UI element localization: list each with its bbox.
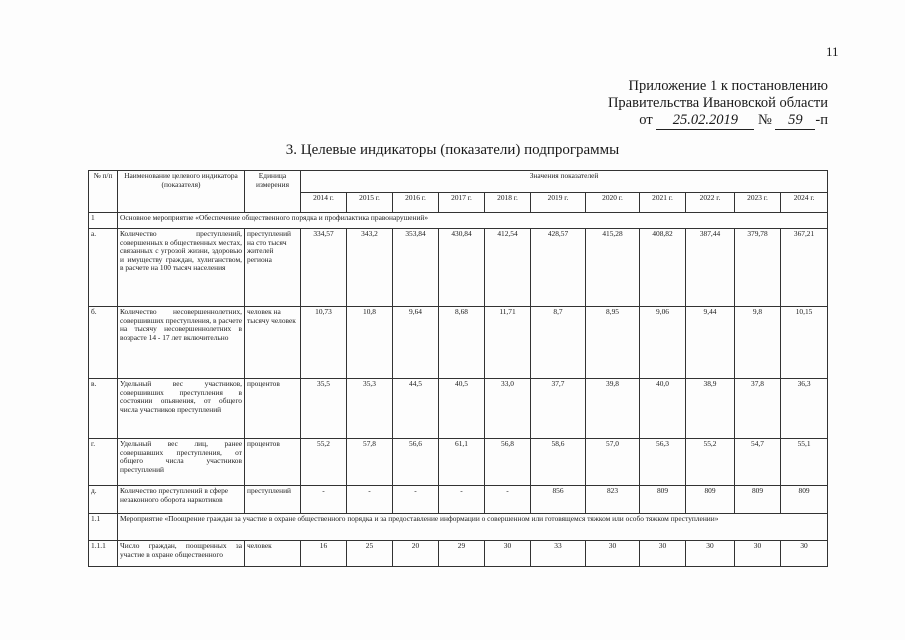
year-header: 2017 г.: [439, 193, 485, 213]
row-value: 56,6: [393, 439, 439, 486]
table-row: [89, 439, 828, 486]
row-value: 8,7: [531, 307, 586, 379]
row-value: 55,2: [686, 439, 735, 486]
appendix-line-1: Приложение 1 к постановлению: [628, 78, 828, 94]
row-value: 44,5: [393, 379, 439, 439]
row-value: 35,3: [347, 379, 393, 439]
row-value: 30: [485, 541, 531, 567]
row-value: 10,73: [301, 307, 347, 379]
section-num: 1.1: [89, 514, 118, 541]
appendix-no-label: №: [757, 112, 772, 128]
row-value: 30: [640, 541, 686, 567]
appendix-suffix: -п: [815, 112, 828, 128]
table-row: [89, 541, 828, 567]
row-value: -: [485, 486, 531, 514]
section-text: Основное мероприятие «Обеспечение общественного порядка и профилактика правонарушений»: [118, 213, 828, 229]
row-value: 856: [531, 486, 586, 514]
year-header: 2021 г.: [640, 193, 686, 213]
row-value: -: [439, 486, 485, 514]
year-header: 2020 г.: [586, 193, 640, 213]
row-value: 57,0: [586, 439, 640, 486]
page-number: 11: [826, 44, 839, 59]
section-num: 1: [89, 213, 118, 229]
row-value: 430,84: [439, 229, 485, 307]
row-value: 9,44: [686, 307, 735, 379]
row-value: 33: [531, 541, 586, 567]
page-title: 3. Целевые индикаторы (показатели) подпрограммы: [285, 142, 620, 158]
appendix-number: 59: [775, 112, 815, 130]
table-row: [89, 379, 828, 439]
row-value: 428,57: [531, 229, 586, 307]
row-unit: человек на тысячу человек: [245, 307, 301, 379]
table-row: [89, 307, 828, 379]
row-value: 809: [735, 486, 781, 514]
year-header: 2022 г.: [686, 193, 735, 213]
row-value: 353,84: [393, 229, 439, 307]
row-name: Количество преступлений, совершенных в общественных местах, связанных с угрозой жизни, здоровью и имуществу граждан, хулиганством, в расчете на 100 тысяч населения: [118, 229, 245, 307]
row-value: 16: [301, 541, 347, 567]
appendix-line-2: Правительства Ивановской области: [607, 95, 828, 111]
row-value: 25: [347, 541, 393, 567]
row-value: 37,8: [735, 379, 781, 439]
row-value: 57,8: [347, 439, 393, 486]
row-value: 40,0: [640, 379, 686, 439]
row-unit: процентов: [245, 439, 301, 486]
year-header: 2016 г.: [393, 193, 439, 213]
row-value: 56,3: [640, 439, 686, 486]
row-value: 30: [781, 541, 828, 567]
row-value: 61,1: [439, 439, 485, 486]
row-value: 809: [640, 486, 686, 514]
row-value: 30: [586, 541, 640, 567]
appendix-line-3: [608, 112, 828, 130]
row-value: 37,7: [531, 379, 586, 439]
year-header: 2018 г.: [485, 193, 531, 213]
row-unit: процентов: [245, 379, 301, 439]
section-row: [89, 213, 828, 229]
row-unit: преступлений на сто тысяч жителей региона: [245, 229, 301, 307]
row-value: 343,2: [347, 229, 393, 307]
row-value: 56,8: [485, 439, 531, 486]
row-value: 54,7: [735, 439, 781, 486]
header-name: Наименование целевого индикатора (показателя): [118, 171, 245, 213]
row-value: -: [347, 486, 393, 514]
appendix-block: [608, 78, 828, 130]
row-num: а.: [89, 229, 118, 307]
year-header: 2023 г.: [735, 193, 781, 213]
row-value: 29: [439, 541, 485, 567]
row-value: 9,8: [735, 307, 781, 379]
year-header: 2019 г.: [531, 193, 586, 213]
year-header: 2015 г.: [347, 193, 393, 213]
row-value: 408,82: [640, 229, 686, 307]
row-num: 1.1.1: [89, 541, 118, 567]
row-value: 415,28: [586, 229, 640, 307]
row-value: 334,57: [301, 229, 347, 307]
row-name: Удельный вес лиц, ранее совершавших преступления, от общего числа участников преступлений: [118, 439, 245, 486]
table-row: [89, 486, 828, 514]
row-value: 55,1: [781, 439, 828, 486]
header-unit: Единица измерения: [245, 171, 301, 213]
row-value: 58,6: [531, 439, 586, 486]
row-value: 36,3: [781, 379, 828, 439]
row-value: 10,15: [781, 307, 828, 379]
row-value: 11,71: [485, 307, 531, 379]
row-name: Количество несовершеннолетних, совершивших преступления, в расчете на тысячу несовершеннолетних в возрасте 14 - 17 лет включительно: [118, 307, 245, 379]
appendix-from: от: [639, 112, 653, 128]
row-value: 387,44: [686, 229, 735, 307]
row-name: Число граждан, поощренных за участие в охране общественного: [118, 541, 245, 567]
row-value: 8,68: [439, 307, 485, 379]
row-value: 809: [686, 486, 735, 514]
row-value: 8,95: [586, 307, 640, 379]
row-value: 20: [393, 541, 439, 567]
row-value: 38,9: [686, 379, 735, 439]
row-num: г.: [89, 439, 118, 486]
row-value: 367,21: [781, 229, 828, 307]
row-unit: человек: [245, 541, 301, 567]
row-value: 809: [781, 486, 828, 514]
indicators-table: [88, 170, 828, 567]
header-values: Значения показателей: [301, 171, 828, 193]
year-header: 2024 г.: [781, 193, 828, 213]
row-value: 10,8: [347, 307, 393, 379]
section-row: [89, 514, 828, 541]
row-value: -: [301, 486, 347, 514]
row-value: 30: [686, 541, 735, 567]
row-unit: преступлений: [245, 486, 301, 514]
row-value: 33,0: [485, 379, 531, 439]
row-name: Количество преступлений в сфере незаконного оборота наркотиков: [118, 486, 245, 514]
row-value: 412,54: [485, 229, 531, 307]
section-text: Мероприятие «Поощрение граждан за участие в охране общественного порядка и за предоставление информации о совершенном или готовящемся тяжком или особо тяжком преступлении»: [118, 514, 828, 541]
year-header: 2014 г.: [301, 193, 347, 213]
row-value: 40,5: [439, 379, 485, 439]
header-num: № п/п: [89, 171, 118, 213]
appendix-date: 25.02.2019: [656, 112, 754, 130]
row-value: 823: [586, 486, 640, 514]
row-num: в.: [89, 379, 118, 439]
row-num: д.: [89, 486, 118, 514]
table-row: [89, 229, 828, 307]
row-value: 9,06: [640, 307, 686, 379]
row-value: 30: [735, 541, 781, 567]
row-value: 39,8: [586, 379, 640, 439]
row-name: Удельный вес участников, совершивших преступления в состоянии опьянения, от общего числа участников преступлений: [118, 379, 245, 439]
row-value: -: [393, 486, 439, 514]
row-value: 379,78: [735, 229, 781, 307]
row-value: 9,64: [393, 307, 439, 379]
row-num: б.: [89, 307, 118, 379]
row-value: 35,5: [301, 379, 347, 439]
row-value: 55,2: [301, 439, 347, 486]
